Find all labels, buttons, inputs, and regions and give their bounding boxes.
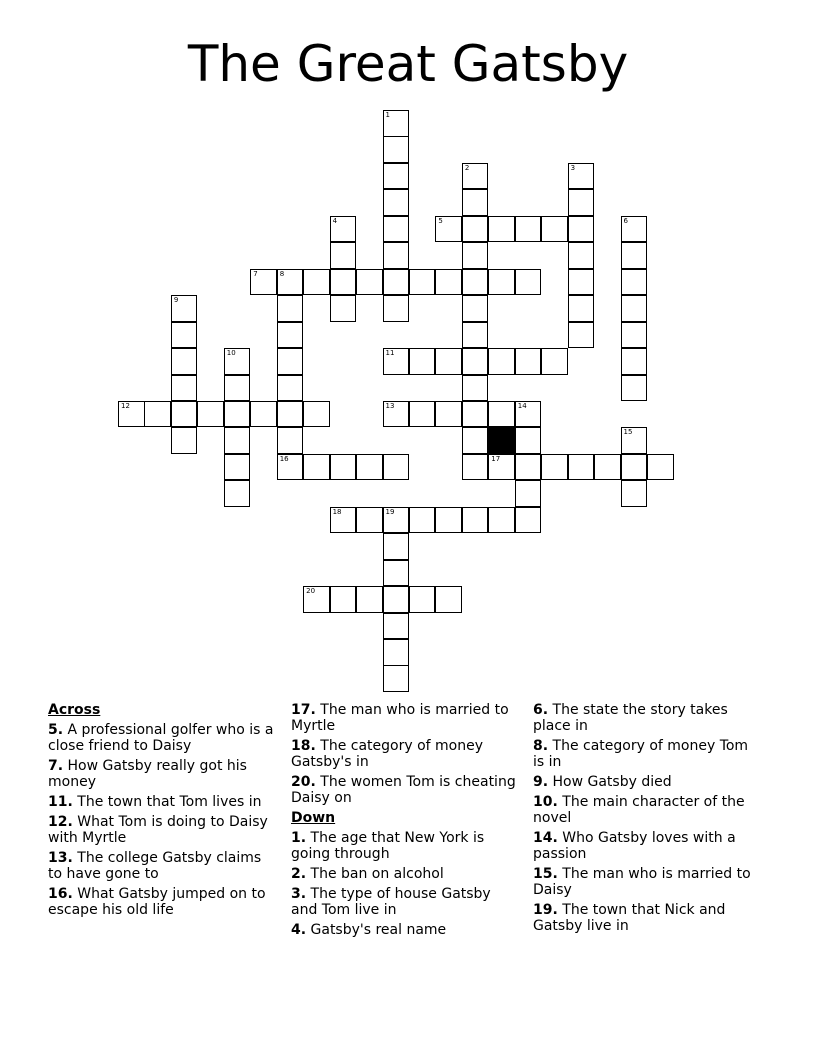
- cell-number: 20: [306, 587, 316, 596]
- grid-cell[interactable]: [462, 189, 489, 216]
- clue: [48, 794, 278, 810]
- grid-cell[interactable]: [515, 348, 542, 375]
- grid-cell[interactable]: [330, 586, 357, 613]
- cell-number: 18: [332, 507, 342, 516]
- grid-cell[interactable]: [462, 427, 489, 454]
- clue: [48, 722, 278, 754]
- grid-cell[interactable]: [277, 348, 304, 375]
- clue-text: The man who is married to Myrtle: [291, 702, 509, 734]
- cell-number: 4: [332, 216, 338, 225]
- clue: [291, 702, 521, 734]
- clue-text: How Gatsby died: [548, 774, 672, 790]
- grid-cell[interactable]: [435, 507, 462, 534]
- clue-text: The college Gatsby claims to have gone to: [48, 850, 262, 882]
- cell-number: 10: [226, 349, 236, 358]
- grid-cell[interactable]: [435, 348, 462, 375]
- clue: [291, 866, 521, 882]
- grid-cell[interactable]: [383, 348, 410, 375]
- clue-text: The town that Tom lives in: [72, 794, 262, 810]
- clue-number: 6.: [533, 702, 549, 718]
- grid-cell[interactable]: [462, 375, 489, 402]
- cell-number: 11: [385, 349, 395, 358]
- grid-cell[interactable]: [568, 163, 595, 190]
- cell-number: 8: [279, 269, 285, 278]
- grid-cell[interactable]: [303, 586, 330, 613]
- cell-number: 7: [253, 269, 258, 278]
- grid-cell[interactable]: [224, 454, 251, 481]
- grid-cell[interactable]: [621, 242, 648, 269]
- grid-cell[interactable]: [224, 401, 251, 428]
- grid-cell[interactable]: [118, 401, 145, 428]
- grid-cell[interactable]: [621, 216, 648, 243]
- down-heading: Down: [291, 810, 336, 826]
- clue: [291, 922, 521, 938]
- grid-cell[interactable]: [356, 269, 383, 296]
- clue-text: The type of house Gatsby and Tom live in: [291, 886, 491, 918]
- grid-cell[interactable]: [435, 401, 462, 428]
- clue: [48, 886, 278, 918]
- grid-cell[interactable]: [383, 295, 410, 322]
- grid-cell[interactable]: [621, 295, 648, 322]
- grid-cell[interactable]: [488, 507, 515, 534]
- grid-cell[interactable]: [171, 322, 198, 349]
- grid-cell[interactable]: [621, 427, 648, 454]
- clue-text: The category of money Tom is in: [533, 738, 749, 770]
- grid-cell[interactable]: [488, 216, 515, 243]
- grid-cell[interactable]: [383, 242, 410, 269]
- clue-number: 3.: [291, 886, 307, 902]
- clue-text: Gatsby's real name: [306, 922, 447, 938]
- clue: [48, 850, 278, 882]
- cell-number: 9: [173, 296, 179, 305]
- clue: [291, 886, 521, 918]
- grid-cell[interactable]: [568, 242, 595, 269]
- clue-number: 8.: [533, 738, 549, 754]
- grid-cell[interactable]: [277, 375, 304, 402]
- grid-cell[interactable]: [568, 189, 595, 216]
- clue-text: The age that New York is going through: [291, 830, 485, 862]
- grid-cell[interactable]: [462, 322, 489, 349]
- cell-number: 5: [438, 216, 443, 225]
- clue-number: 17.: [291, 702, 316, 718]
- grid-cell[interactable]: [356, 586, 383, 613]
- clue-number: 16.: [48, 886, 73, 902]
- grid-cell[interactable]: [568, 269, 595, 296]
- clue-text: The main character of the novel: [533, 794, 745, 826]
- grid-cell[interactable]: [435, 586, 462, 613]
- grid-cell[interactable]: [568, 295, 595, 322]
- grid-cell[interactable]: [435, 216, 462, 243]
- grid-cell[interactable]: [171, 427, 198, 454]
- clue-list: [0, 702, 816, 1032]
- clue-text: What Gatsby jumped on to escape his old life: [48, 886, 266, 918]
- grid-cell[interactable]: [356, 507, 383, 534]
- clue-text: What Tom is doing to Daisy with Myrtle: [48, 814, 268, 846]
- grid-cell[interactable]: [488, 348, 515, 375]
- clue-number: 19.: [533, 902, 558, 918]
- grid-cell[interactable]: [277, 322, 304, 349]
- puzzle-title: The Great Gatsby: [187, 35, 629, 93]
- grid-cell[interactable]: [224, 348, 251, 375]
- clue: [533, 794, 763, 826]
- grid-cell[interactable]: [330, 242, 357, 269]
- grid-cell[interactable]: [462, 454, 489, 481]
- grid-cell[interactable]: [515, 401, 542, 428]
- grid-cell[interactable]: [383, 401, 410, 428]
- grid-cell[interactable]: [277, 269, 304, 296]
- clue-column-2: [291, 702, 521, 942]
- grid-cell[interactable]: [462, 507, 489, 534]
- grid-cell[interactable]: [383, 110, 410, 137]
- grid-cell[interactable]: [621, 348, 648, 375]
- cell-number: 2: [464, 163, 470, 172]
- grid-cell[interactable]: [568, 322, 595, 349]
- clue-number: 2.: [291, 866, 307, 882]
- grid-cell[interactable]: [621, 269, 648, 296]
- clue-text: How Gatsby really got his money: [48, 758, 247, 790]
- grid-cell[interactable]: [462, 242, 489, 269]
- grid-cell[interactable]: [224, 427, 251, 454]
- grid-cell[interactable]: [171, 375, 198, 402]
- grid-cell[interactable]: [462, 216, 489, 243]
- clue-number: 5.: [48, 722, 64, 738]
- clue-column-1: [48, 702, 278, 922]
- grid-cell[interactable]: [621, 454, 648, 481]
- grid-cell[interactable]: [409, 348, 436, 375]
- clue-text: The ban on alcohol: [306, 866, 444, 882]
- grid-cell[interactable]: [568, 454, 595, 481]
- grid-cell[interactable]: [303, 269, 330, 296]
- grid-cell[interactable]: [303, 401, 330, 428]
- grid-cell[interactable]: [488, 269, 515, 296]
- cell-number: 1: [385, 111, 390, 119]
- grid-cell[interactable]: [621, 322, 648, 349]
- clue-text: The town that Nick and Gatsby live in: [533, 902, 726, 934]
- grid-cell[interactable]: [277, 454, 304, 481]
- grid-cell[interactable]: [330, 454, 357, 481]
- grid-cell[interactable]: [250, 269, 277, 296]
- clue: [533, 830, 763, 862]
- grid-cell[interactable]: [462, 269, 489, 296]
- grid-cell[interactable]: [356, 454, 383, 481]
- grid-cell[interactable]: [383, 454, 410, 481]
- grid-cell[interactable]: [462, 295, 489, 322]
- grid-cell[interactable]: [303, 454, 330, 481]
- grid-cell[interactable]: [515, 269, 542, 296]
- grid-cell[interactable]: [409, 507, 436, 534]
- grid-cell[interactable]: [409, 269, 436, 296]
- clue: [291, 738, 521, 770]
- grid-cell[interactable]: [383, 136, 410, 163]
- clue-text: The state the story takes place in: [533, 702, 728, 734]
- grid-cell[interactable]: [383, 216, 410, 243]
- clue: [533, 702, 763, 734]
- grid-cell[interactable]: [383, 189, 410, 216]
- grid-cell[interactable]: [224, 480, 251, 507]
- clue-number: 20.: [291, 774, 316, 790]
- clue-number: 13.: [48, 850, 73, 866]
- cell-number: 19: [385, 507, 395, 516]
- clue: [48, 758, 278, 790]
- black-cell: [488, 427, 515, 454]
- grid-cell[interactable]: [515, 216, 542, 243]
- across-heading: Across: [48, 702, 101, 718]
- grid-cell[interactable]: [541, 348, 568, 375]
- grid-cell[interactable]: [383, 533, 410, 560]
- clue-text: The category of money Gatsby's in: [291, 738, 483, 770]
- clue-number: 1.: [291, 830, 307, 846]
- cell-number: 6: [623, 216, 629, 225]
- grid-cell[interactable]: [277, 427, 304, 454]
- clue: [533, 866, 763, 898]
- grid-cell[interactable]: [144, 401, 171, 428]
- clue-number: 7.: [48, 758, 64, 774]
- grid-cell[interactable]: [541, 216, 568, 243]
- clue-number: 18.: [291, 738, 316, 754]
- grid-cell[interactable]: [383, 507, 410, 534]
- grid-cell[interactable]: [383, 665, 410, 692]
- cell-number: 12: [121, 401, 130, 410]
- grid-cell[interactable]: [171, 348, 198, 375]
- clue-text: Who Gatsby loves with a passion: [533, 830, 736, 862]
- clue-number: 9.: [533, 774, 549, 790]
- clue: [291, 830, 521, 862]
- grid-cell[interactable]: [488, 454, 515, 481]
- grid-cell[interactable]: [250, 401, 277, 428]
- cell-number: 17: [491, 454, 501, 463]
- grid-cell[interactable]: [171, 295, 198, 322]
- cell-number: 15: [623, 428, 633, 437]
- clue: [533, 738, 763, 770]
- grid-cell[interactable]: [515, 427, 542, 454]
- clue-number: 14.: [533, 830, 558, 846]
- grid-cell[interactable]: [383, 560, 410, 587]
- clue-number: 12.: [48, 814, 73, 830]
- grid-cell[interactable]: [515, 454, 542, 481]
- clue-text: A professional golfer who is a close friend to Daisy: [48, 722, 274, 754]
- grid-cell[interactable]: [277, 401, 304, 428]
- grid-cell[interactable]: [383, 163, 410, 190]
- grid-cell[interactable]: [435, 269, 462, 296]
- grid-cell[interactable]: [383, 586, 410, 613]
- clue: [533, 774, 763, 790]
- clue-number: 4.: [291, 922, 307, 938]
- grid-cell[interactable]: [488, 401, 515, 428]
- grid-cell[interactable]: [171, 401, 198, 428]
- cell-number: 14: [517, 401, 527, 410]
- clue-number: 10.: [533, 794, 558, 810]
- grid-cell[interactable]: [197, 401, 224, 428]
- clue: [291, 774, 521, 806]
- grid-cell[interactable]: [330, 295, 357, 322]
- cell-number: 16: [279, 454, 289, 463]
- grid-cell[interactable]: [462, 348, 489, 375]
- clue-text: The man who is married to Daisy: [533, 866, 751, 898]
- grid-cell[interactable]: [462, 163, 489, 190]
- clue-text: The women Tom is cheating Daisy on: [291, 774, 516, 806]
- clue-column-3: [533, 702, 763, 938]
- grid-cell[interactable]: [409, 586, 436, 613]
- grid-cell[interactable]: [330, 507, 357, 534]
- clue-number: 15.: [533, 866, 558, 882]
- grid-cell[interactable]: [383, 639, 410, 666]
- grid-cell[interactable]: [277, 295, 304, 322]
- grid-cell[interactable]: [224, 375, 251, 402]
- cell-number: 3: [570, 163, 576, 172]
- grid-cell[interactable]: [541, 454, 568, 481]
- grid-cell[interactable]: [647, 454, 674, 481]
- grid-cell[interactable]: [330, 216, 357, 243]
- cell-number: 13: [385, 401, 395, 410]
- grid-cell[interactable]: [462, 401, 489, 428]
- grid-cell[interactable]: [621, 375, 648, 402]
- grid-cell[interactable]: [594, 454, 621, 481]
- grid-cell[interactable]: [515, 480, 542, 507]
- grid-cell[interactable]: [621, 480, 648, 507]
- clue: [533, 902, 763, 934]
- grid-cell[interactable]: [330, 269, 357, 296]
- clue-number: 11.: [48, 794, 73, 810]
- grid-cell[interactable]: [568, 216, 595, 243]
- grid-cell[interactable]: [515, 507, 542, 534]
- clue: [48, 814, 278, 846]
- grid-cell[interactable]: [383, 269, 410, 296]
- grid-cell[interactable]: [383, 613, 410, 640]
- grid-cell[interactable]: [409, 401, 436, 428]
